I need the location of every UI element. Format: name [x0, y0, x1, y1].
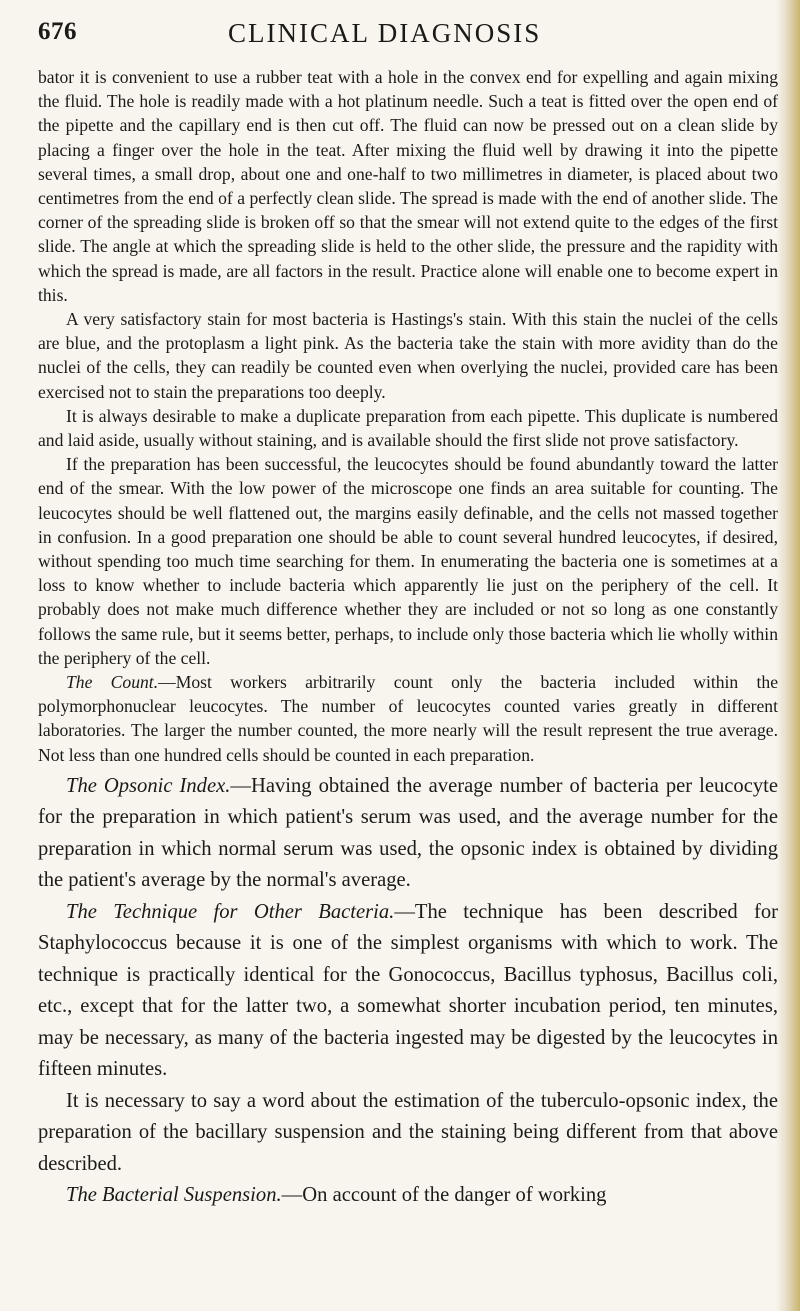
section-heading: The Opsonic Index. — [66, 774, 231, 797]
small-print-section — [38, 65, 778, 767]
paragraph-text: —On account of the danger of working — [281, 1184, 607, 1207]
section-heading: The Bacterial Suspension. — [66, 1184, 282, 1207]
paragraph — [38, 771, 778, 897]
section-heading: The Technique for Other Bacteria. — [66, 900, 395, 923]
page-edge — [776, 0, 800, 1311]
paragraph — [38, 670, 778, 767]
paragraph — [38, 1180, 778, 1212]
large-print-section — [38, 771, 778, 1212]
body-text — [38, 65, 778, 1212]
paragraph-text: —Most workers arbitrarily count only the bacteria included within the polymorphonuclear leucocytes. The number of leucocytes counted varies greatly in different laboratories. The larger the number counted, the more nearly will the result represent the true average. Not less than one hundred cells should be counted in each preparation. — [38, 672, 779, 765]
running-title: CLINICAL DIAGNOSIS — [228, 18, 542, 48]
paragraph — [38, 1086, 778, 1181]
paragraph — [38, 452, 778, 670]
paragraph-text: A very satisfactory stain for most bacteria is Hastings's stain. With this stain the nuclei of the cells are blue, and the protoplasm a light pink. As the bacteria take the stain with more avidity than do the nuclei of the cells, they can readily be counted even when overlying the nuclei, provided care has been exercised not to stain the preparations too deeply. — [38, 309, 778, 402]
page-number: 676 — [38, 18, 77, 45]
paragraph — [38, 404, 778, 452]
paragraph-text: bator it is convenient to use a rubber teat with a hole in the convex end for expelling and again mixing the fluid. The hole is readily made with a hot platinum needle. Such a teat is fitted over the open end of the pipette and the capillary end is then cut off. The fluid can now be pressed out on a clean slide by placing a finger over the hole in the teat. After mixing the fluid well by drawing it into the pipette several times, a small drop, about one and one-half to two millimetres in diameter, is placed about two centimetres from the end of a perfectly clean slide. The spread is made with the end of another slide. The corner of the spreading slide is broken off so that the smear will not extend quite to the edges of the first slide. The angle at which the spreading slide is held to the other slide, the pressure and the rapidity with which the spread is made, are all factors in the result. Practice alone will enable one to become expert in this. — [38, 67, 778, 305]
paragraph-text: —Having obtained the average number of bacteria per leucocyte for the preparation in which patient's serum was used, and the average number for the preparation in which normal serum was used, the opsonic index is obtained by dividing the patient's average by the normal's average. — [38, 774, 778, 892]
paragraph-text: It is always desirable to make a duplicate preparation from each pipette. This duplicate is numbered and laid aside, usually without staining, and is available should the first slide not prove satisfactory. — [38, 405, 778, 451]
paragraph — [38, 65, 778, 307]
paragraph — [38, 307, 778, 404]
paragraph — [38, 897, 778, 1086]
paragraph-text: If the preparation has been successful, the leucocytes should be found abundantly toward the latter end of the smear. With the low power of the microscope one finds an area suitable for counting. The leucocytes should be well flattened out, the margins easily definable, and the cells not massed together in confusion. In a good preparation one should be able to count several hundred leucocytes, if desired, without spending too much time searching for them. In enumerating the bacteria one is sometimes at a loss to know whether to include bacteria which apparently lie just on the periphery of the cell. It probably does not make much difference whether they are included or not so long as one constantly follows the same rule, but it seems better, perhaps, to include only those bacteria which lie wholly within the periphery of the cell. — [38, 454, 778, 668]
paragraph-text: It is necessary to say a word about the estimation of the tuberculo-opsonic index, the preparation of the bacillary suspension and the staining being different from that above described. — [38, 1089, 778, 1175]
section-heading: The Count. — [66, 672, 159, 693]
paragraph-text: —The technique has been described for Staphylococcus because it is one of the simplest organisms with which to work. The technique is practically identical for the Gonococcus, Bacillus typhosus, Bacillus coli, etc., except that for the latter two, a somewhat shorter incubation period, ten minutes, may be necessary, as many of the bacteria ingested may be digested by the leucocytes in fifteen minutes. — [38, 900, 778, 1081]
page-header — [38, 18, 778, 58]
